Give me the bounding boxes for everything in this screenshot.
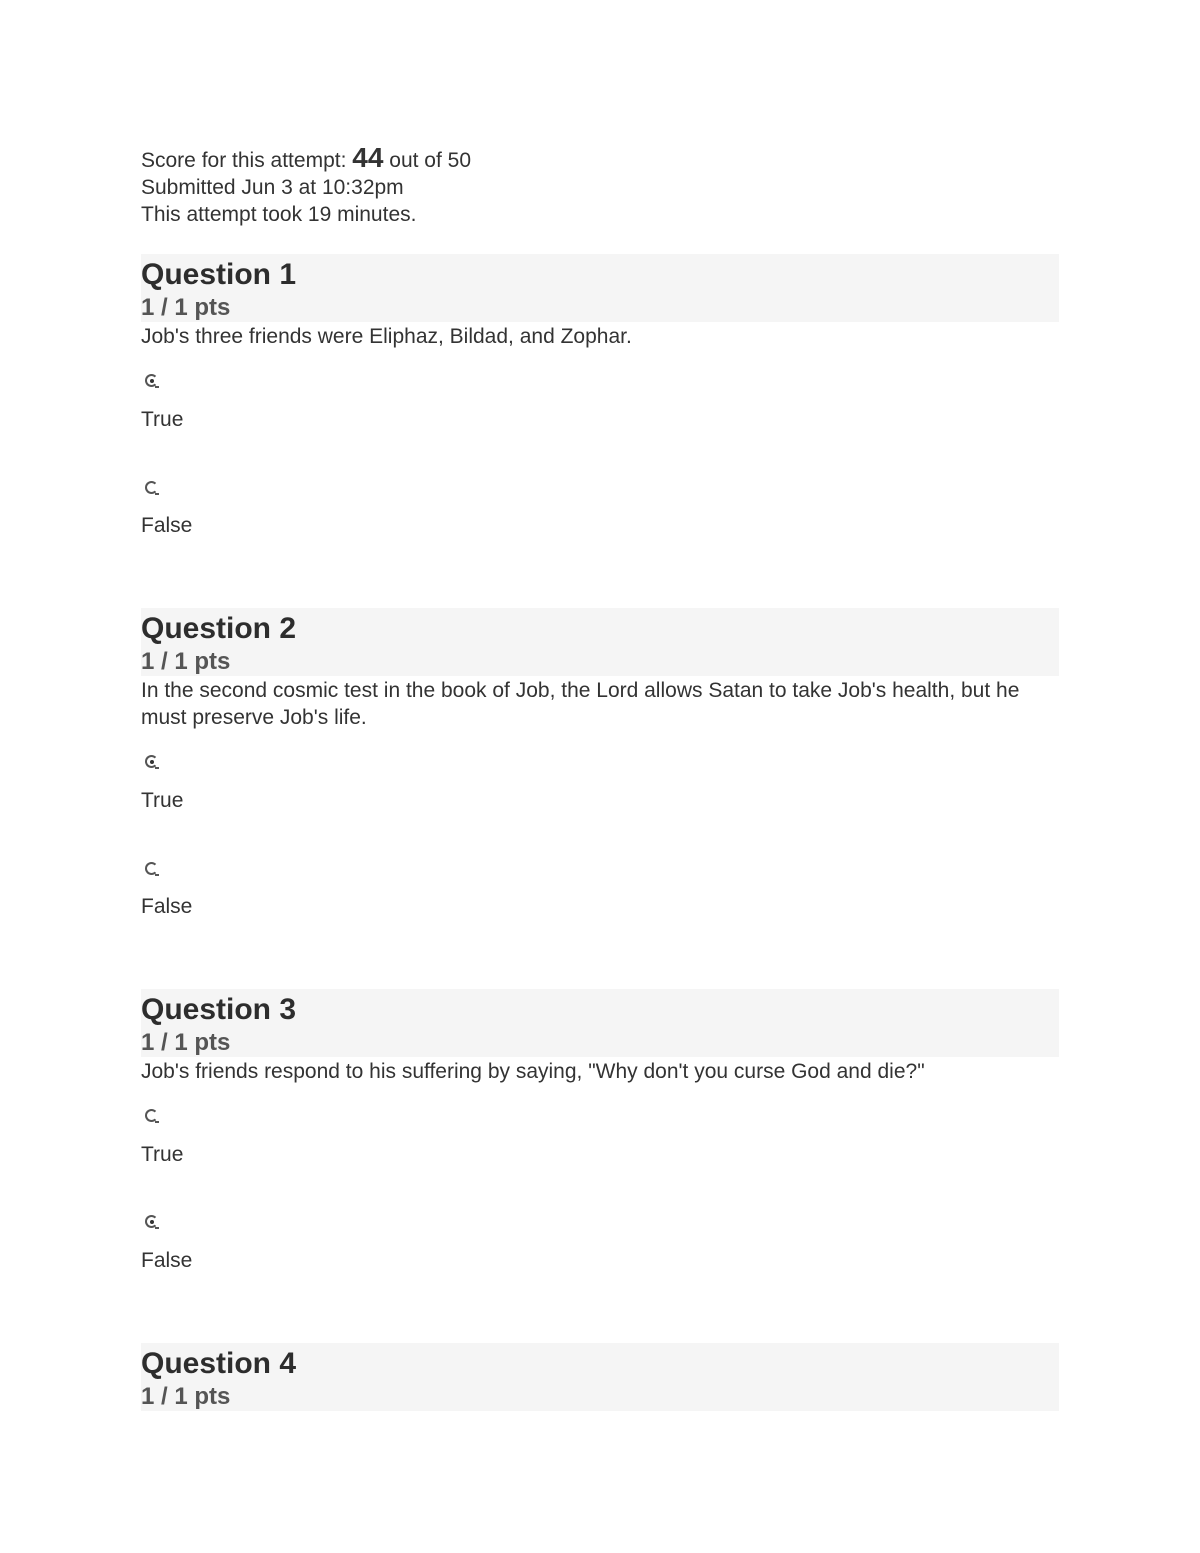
question-2-header [141, 608, 1059, 676]
question-1-header [141, 254, 1059, 322]
answer-label-false: False [141, 514, 193, 537]
question-3-header [141, 989, 1059, 1057]
radio-selected-icon[interactable] [145, 1215, 158, 1228]
submitted-time: Submitted Jun 3 at 10:32pm [141, 176, 404, 199]
question-points: 1 / 1 pts [141, 294, 231, 321]
question-points: 1 / 1 pts [141, 648, 231, 675]
question-title: Question 4 [141, 1347, 297, 1380]
score-prefix: Score for this attempt: [141, 149, 347, 172]
score-summary [141, 142, 471, 173]
answer-label-true: True [141, 1143, 184, 1166]
radio-unselected-icon[interactable] [145, 1109, 158, 1122]
question-text: In the second cosmic test in the book of Job, the Lord allows Satan to take Job's health, but he must preserve Job's life. [141, 679, 1020, 729]
score-value: 44 [352, 142, 384, 173]
answer-label-true: True [141, 408, 184, 431]
answer-label-true: True [141, 789, 184, 812]
radio-unselected-icon[interactable] [145, 481, 158, 494]
question-title: Question 2 [141, 612, 297, 645]
question-text: Job's friends respond to his suffering by saying, "Why don't you curse God and die?" [141, 1060, 925, 1083]
radio-selected-icon[interactable] [145, 755, 158, 768]
question-text: Job's three friends were Eliphaz, Bildad, and Zophar. [141, 325, 632, 348]
radio-unselected-icon[interactable] [145, 862, 158, 875]
question-points: 1 / 1 pts [141, 1383, 231, 1410]
question-title: Question 3 [141, 993, 297, 1026]
score-suffix: out of 50 [389, 149, 471, 172]
question-points: 1 / 1 pts [141, 1029, 231, 1056]
answer-label-false: False [141, 1249, 193, 1272]
radio-selected-icon[interactable] [145, 374, 158, 387]
attempt-duration: This attempt took 19 minutes. [141, 203, 417, 226]
question-4-header [141, 1343, 1059, 1411]
question-title: Question 1 [141, 258, 297, 291]
answer-label-false: False [141, 895, 193, 918]
